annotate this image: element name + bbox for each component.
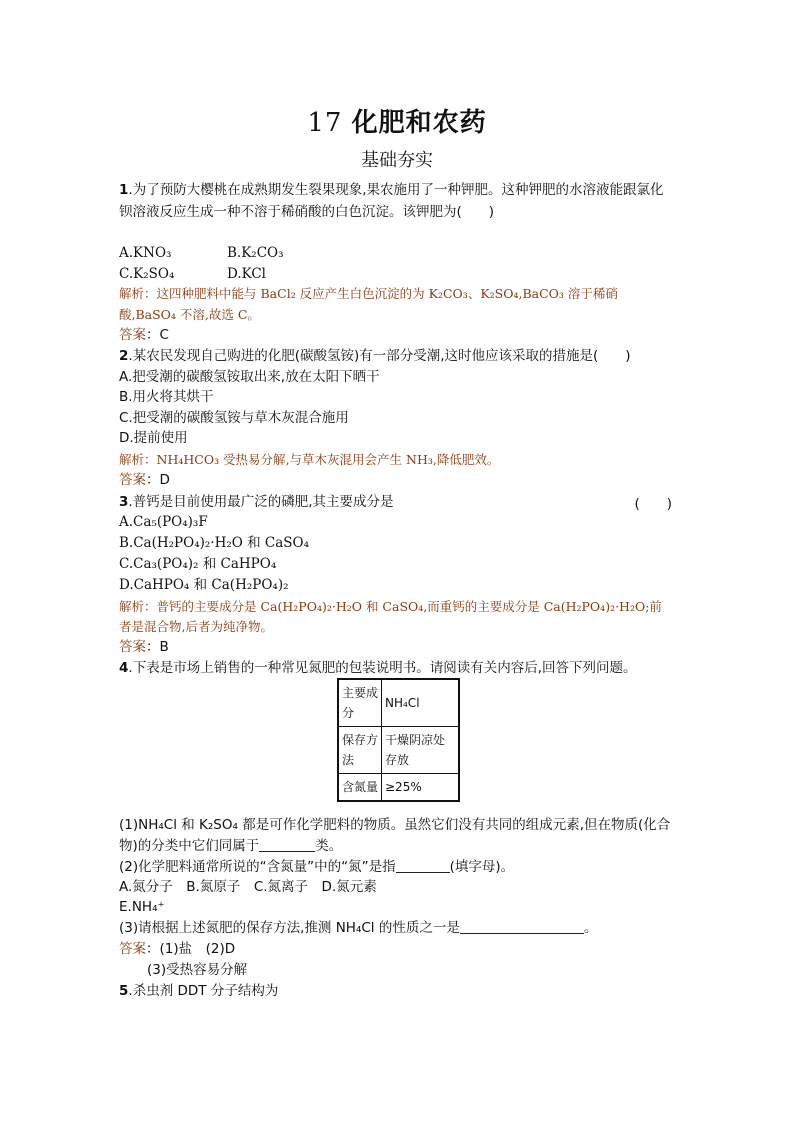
q4-sub3: (3)请根据上述氮肥的保存方法,推测 NH₄Cl 的性质之一是 。 bbox=[119, 920, 598, 936]
q4-stem: 4.下表是市场上销售的一种常见氮肥的包装说明书。请阅读有关内容后,回答下列问题。 bbox=[119, 660, 637, 676]
q4-answer-line1: 答案：(1)盐 (2)D bbox=[119, 941, 236, 957]
q3-option-d: D.CaHPO₄ 和 Ca(H₂PO₄)₂ bbox=[119, 577, 289, 593]
q4-sub2: (2)化学肥料通常所说的“含氮量”中的“氮”是指 (填字母)。 bbox=[119, 859, 515, 875]
q3-option-b: B.Ca(H₂PO₄)₂·H₂O 和 CaSO₄ bbox=[119, 535, 310, 551]
q4-sub1-line2: 物)的分类中它们同属于 类。 bbox=[119, 838, 343, 854]
q3-stem: 3.普钙是目前使用最广泛的磷肥,其主要成分是 bbox=[119, 494, 394, 510]
table-row bbox=[338, 774, 459, 802]
q2-option-c: C.把受潮的碳酸氢铵与草木灰混合施用 bbox=[119, 410, 349, 426]
q2-option-d: D.提前使用 bbox=[119, 430, 188, 446]
q2-analysis: 解析：NH₄HCO₃ 受热易分解,与草木灰混用会产生 NH₃,降低肥效。 bbox=[119, 452, 500, 467]
q1-answer: 答案：C bbox=[119, 327, 169, 343]
q1-analysis-line1: 解析：这四种肥料中能与 BaCl₂ 反应产生白色沉淀的为 K₂CO₃、K₂SO₄,BaCO₃ 溶于稀硝 bbox=[119, 286, 618, 301]
table-row bbox=[338, 727, 459, 774]
q2-stem: 2.某农民发现自己购进的化肥(碳酸氢铵)有一部分受潮,这时他应该采取的措施是( ) bbox=[119, 348, 631, 364]
answer-blank[interactable] bbox=[259, 837, 315, 852]
table-key-cell: 主要成 分 bbox=[338, 679, 382, 727]
q1-stem-line2: 钡溶液反应生成一种不溶于稀硝酸的白色沉淀。该钾肥为( ) bbox=[119, 204, 495, 220]
fertilizer-spec-table bbox=[337, 678, 460, 802]
answer-blank[interactable] bbox=[396, 858, 450, 873]
table-row bbox=[338, 679, 459, 727]
q3-option-c: C.Ca₃(PO₄)₂ 和 CaHPO₄ bbox=[119, 556, 277, 572]
title-number: 17 bbox=[307, 108, 352, 138]
q2-option-a: A.把受潮的碳酸氢铵取出来,放在太阳下晒干 bbox=[119, 369, 380, 385]
table-key-cell: 保存方 法 bbox=[338, 727, 382, 774]
q1-option-b: B.K₂CO₃ bbox=[227, 245, 284, 261]
section-subtitle: 基础夯实 bbox=[361, 150, 433, 171]
q4-sub2-options: A.氮分子 B.氮原子 C.氮离子 D.氮元素 bbox=[119, 879, 377, 895]
q4-sub2-option-e: E.NH₄⁺ bbox=[119, 899, 165, 915]
q3-analysis-line1: 解析：普钙的主要成分是 Ca(H₂PO₄)₂·H₂O 和 CaSO₄,而重钙的主要成分是 Ca(H₂PO₄)₂·H₂O;前 bbox=[119, 599, 662, 614]
q1-stem-line1: 1.为了预防大樱桃在成熟期发生裂果现象,果农施用了一种钾肥。这种钾肥的水溶液能跟氯化 bbox=[119, 182, 664, 198]
q3-option-a: A.Ca₅(PO₄)₃F bbox=[119, 514, 208, 530]
q3-answer-paren: ( ) bbox=[634, 496, 672, 512]
q3-analysis-line2: 者是混合物,后者为纯净物。 bbox=[119, 619, 273, 634]
q2-answer: 答案：D bbox=[119, 472, 170, 488]
table-value-cell: 干燥阴凉处 存放 bbox=[382, 727, 460, 774]
title-text: 化肥和农药 bbox=[351, 108, 487, 138]
q1-option-d: D.KCl bbox=[227, 266, 267, 282]
q1-option-c: C.K₂SO₄ bbox=[119, 266, 175, 282]
q4-answer-line2: (3)受热容易分解 bbox=[147, 962, 248, 978]
q5-stem: 5.杀虫剂 DDT 分子结构为 bbox=[119, 983, 279, 999]
q1-option-a: A.KNO₃ bbox=[119, 245, 172, 261]
table-value-cell: ≥25% bbox=[382, 774, 460, 802]
table-value-cell: NH₄Cl bbox=[382, 679, 460, 727]
table-key-cell: 含氮量 bbox=[338, 774, 382, 802]
answer-blank[interactable] bbox=[460, 919, 584, 934]
q4-sub1-line1: (1)NH₄Cl 和 K₂SO₄ 都是可作化学肥料的物质。虽然它们没有共同的组成元素,但在物质(化合 bbox=[119, 817, 671, 833]
q2-option-b: B.用火将其烘干 bbox=[119, 389, 214, 405]
q3-answer: 答案：B bbox=[119, 639, 169, 655]
q1-analysis-line2: 酸,BaSO₄ 不溶,故选 C。 bbox=[119, 307, 260, 322]
page-title bbox=[0, 102, 794, 139]
